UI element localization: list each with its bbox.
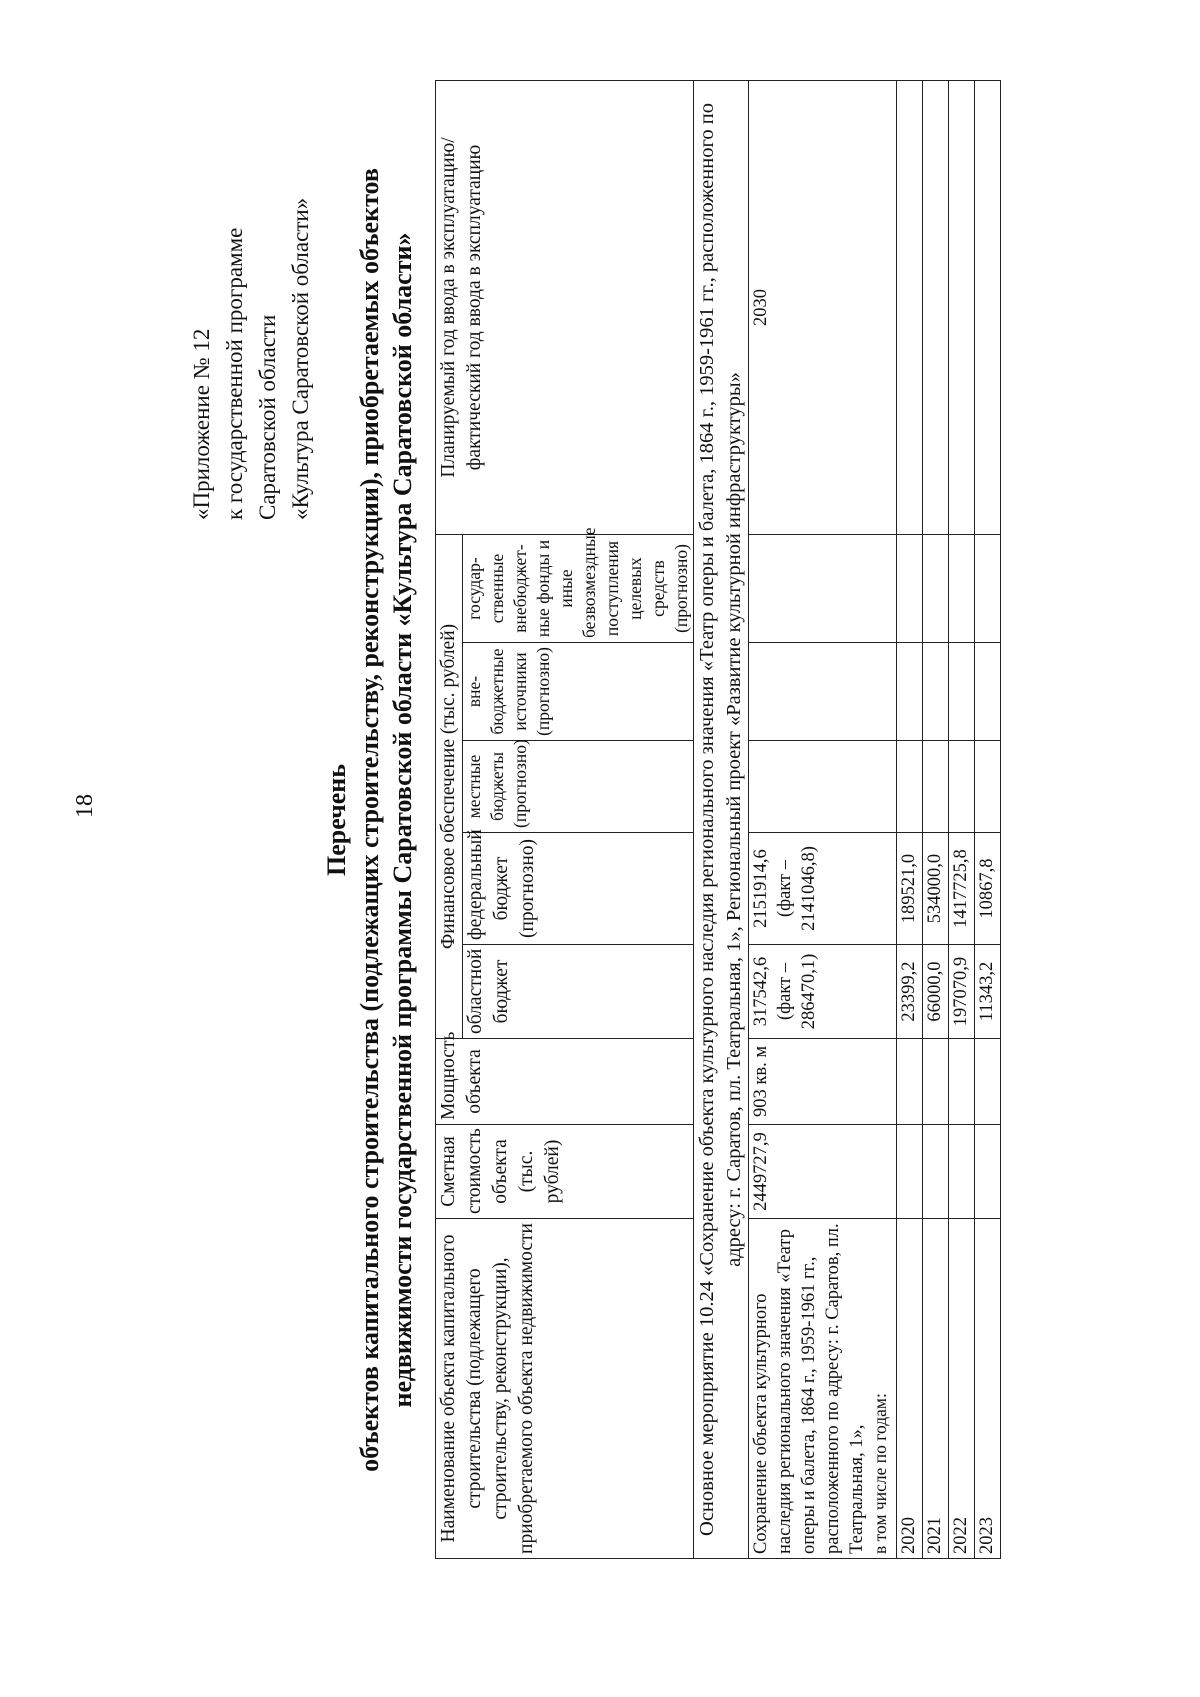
header-regional: областной бюджет: [463, 945, 694, 1039]
year-regional: 11343,2: [975, 945, 1001, 1039]
appendix-line: к государственной программе: [222, 227, 247, 520]
header-planned-year: Планируемый год ввода в эксплуатацию/ фактический год ввода в эксплуатацию: [436, 80, 694, 534]
header-name: Наименование объекта капитального строительства (подлежащего строительству, реконструкции), приобретаемого объекта недвижимости: [436, 1219, 694, 1559]
object-name-note: в том числе по годам:: [870, 1393, 890, 1554]
objects-table: [435, 80, 1001, 1559]
year-federal: 189521,0: [897, 833, 923, 945]
document-title: [320, 80, 419, 1560]
measure-band: Основное мероприятие 10.24 «Сохранение объекта культурного наследия регионального значения «Театр оперы и балета, 1864 г., 1959-1961 гг., расположенного по адресу: г. Саратов, пл. Театральная, 1», Региональный проект «Развитие культурной инфраструктуры»: [694, 80, 749, 1558]
year-row: [975, 80, 1001, 1558]
header-federal: федеральный бюджет (прогнозно): [463, 833, 694, 945]
header-finance: Финансовое обеспечение (тыс. рублей): [436, 534, 463, 1038]
year-regional: 66000,0: [923, 945, 949, 1039]
title-line: объектов капитального строительства (подлежащих строительству, реконструкции), приобретаемых объектов: [355, 168, 384, 1472]
year-label: 2021: [923, 1219, 949, 1559]
object-extra: [749, 643, 897, 741]
year-regional: 23399,2: [897, 945, 923, 1039]
appendix-line: «Культура Саратовской области»: [288, 197, 313, 520]
year-row: [949, 80, 975, 1558]
header-local: местные бюджеты (прогнозно): [463, 741, 694, 833]
header-extra: вне-бюджетные источники (прогнозно): [463, 643, 694, 741]
object-capacity: 903 кв. м: [749, 1039, 897, 1125]
header-capacity: Мощность объекта: [436, 1039, 694, 1125]
object-federal: 2151914,6 (факт – 2141046,8): [749, 833, 897, 945]
object-regional: 317542,6 (факт – 286470,1): [749, 945, 897, 1039]
year-regional: 197070,9: [949, 945, 975, 1039]
year-label: 2022: [949, 1219, 975, 1559]
appendix-line: «Приложение № 12: [189, 328, 214, 520]
object-cost: 2449727,9: [749, 1125, 897, 1219]
object-funds: [749, 534, 897, 642]
year-row: [923, 80, 949, 1558]
header-cost: Сметная стоимость объекта (тыс. рублей): [436, 1125, 694, 1219]
page-number: 18: [72, 794, 98, 818]
object-name: Сохранение объекта культурного наследия регионального значения «Театр оперы и балета, 1864 г., 1959-1961 гг., расположенного по адресу: г. Саратов, пл. Театральная, 1»,: [751, 1223, 867, 1554]
year-federal: 1417725,8: [949, 833, 975, 945]
appendix-line: Саратовской области: [255, 314, 280, 520]
year-federal: 10867,8: [975, 833, 1001, 945]
title-line: Перечень: [322, 763, 351, 877]
object-name-cell: [749, 1219, 897, 1559]
year-label: 2020: [897, 1219, 923, 1559]
year-label: 2023: [975, 1219, 1001, 1559]
appendix-block: [185, 198, 317, 520]
year-row: [897, 80, 923, 1558]
title-line: недвижимости государственной программы Саратовской области «Культура Саратовской области»: [388, 232, 417, 1408]
object-year: 2030: [749, 80, 897, 534]
rotated-page: [185, 80, 1200, 1560]
object-local: [749, 741, 897, 833]
year-federal: 534000,0: [923, 833, 949, 945]
header-funds: государ-ственные внебюджет-ные фонды и иные безвозмездные поступления целевых средств (прогнозно): [463, 534, 694, 642]
